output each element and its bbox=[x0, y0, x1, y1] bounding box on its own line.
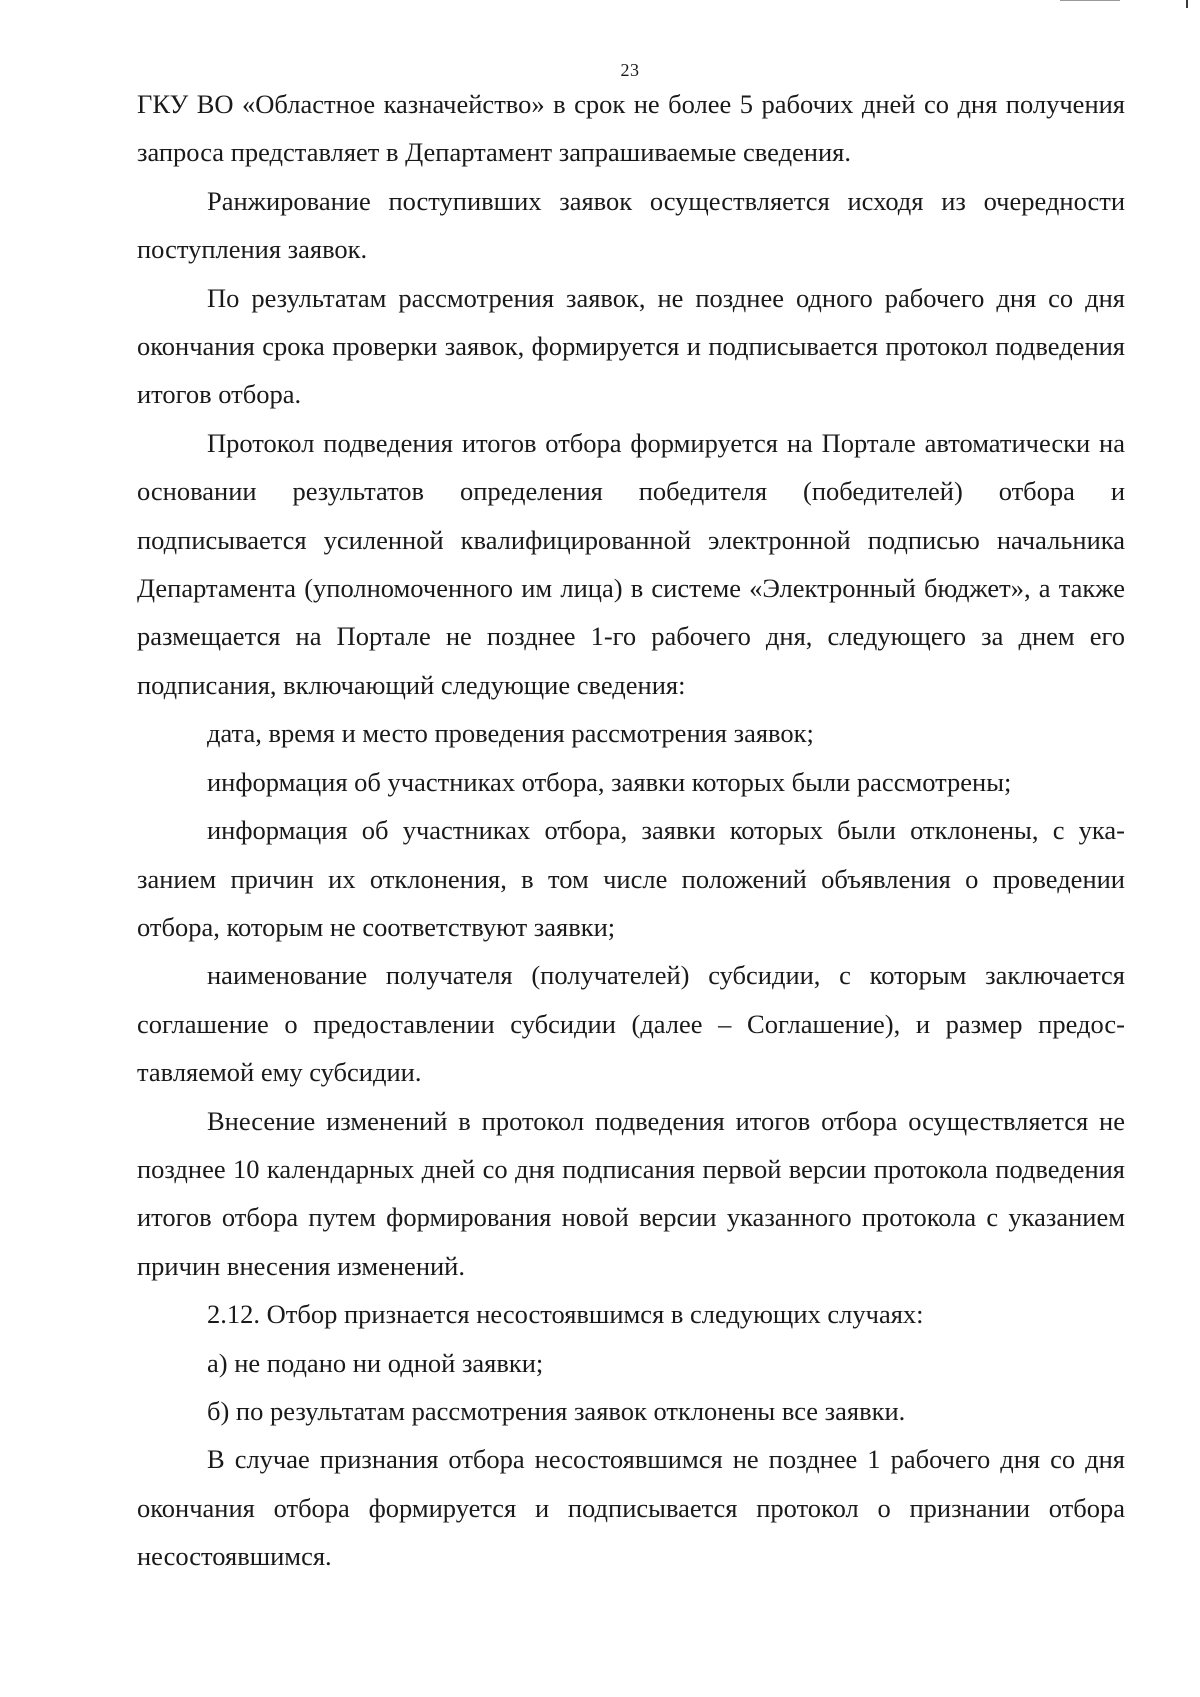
page-number: 23 bbox=[620, 60, 640, 80]
scan-artifact-top-right bbox=[1186, 0, 1188, 8]
list-item: наименование получателя (получателей) субсидии, с которым заключается соглашение о предоставлении субсидии (далее – Соглашение), и размер предоставляемой ему субсидии. bbox=[137, 960, 1125, 1088]
scan-artifact-top-edge bbox=[1060, 0, 1120, 1]
paragraph: Ранжирование поступивших заявок осуществляется исходя из очередности поступления заявок. bbox=[137, 185, 1125, 265]
document-body bbox=[137, 80, 1125, 1581]
list-item: информация об участниках отбора, заявки которых были отклонены, с указанием причин их отклонения, в том числе положений объявления о проведении отбора, которым не соответствуют заявки; bbox=[137, 815, 1125, 942]
list-item: дата, время и место проведения рассмотрения заявок; bbox=[207, 718, 814, 749]
paragraph: Внесение изменений в протокол подведения итогов отбора осуществляется не позднее 10 календарных дней со дня подписания первой версии протокола подведения итогов отбора путем формирования новой версии указанного протокола с указанием причин внесения изменений. bbox=[137, 1105, 1125, 1281]
paragraph: В случае признания отбора несостоявшимся не позднее 1 рабочего дня со дня окончания отбора формируется и подписывается протокол о признании отбора несостоявшимся. bbox=[137, 1444, 1125, 1572]
paragraph: По результатам рассмотрения заявок, не позднее одного рабочего дня со дня окончания срока проверки заявок, формируется и подписывается протокол подведения итогов отбора. bbox=[137, 282, 1125, 410]
paragraph: ГКУ ВО «Областное казначейство» в срок не более 5 рабочих дней со дня получения запроса представляет в Департамент запрашиваемые сведения. bbox=[137, 89, 1125, 168]
section-heading: 2.12. Отбор признается несостоявшимся в следующих случаях: bbox=[207, 1299, 924, 1330]
list-item: информация об участниках отбора, заявки которых были рассмотрены; bbox=[207, 766, 1012, 797]
list-item: а) не подано ни одной заявки; bbox=[207, 1347, 544, 1378]
paragraph: Протокол подведения итогов отбора формируется на Портале автоматически на основании результатов определения победителя (победителей) отбора и подписывается усиленной квалифицированной электронной подписью начальника Департамента (уполномоченного им лица) в системе «Электронный бюджет», а также размещается на Портале не позднее 1-го рабочего дня, следующего за днем его подписания, включающий следующие сведения: bbox=[137, 427, 1125, 700]
list-item: б) по результатам рассмотрения заявок отклонены все заявки. bbox=[207, 1395, 906, 1426]
